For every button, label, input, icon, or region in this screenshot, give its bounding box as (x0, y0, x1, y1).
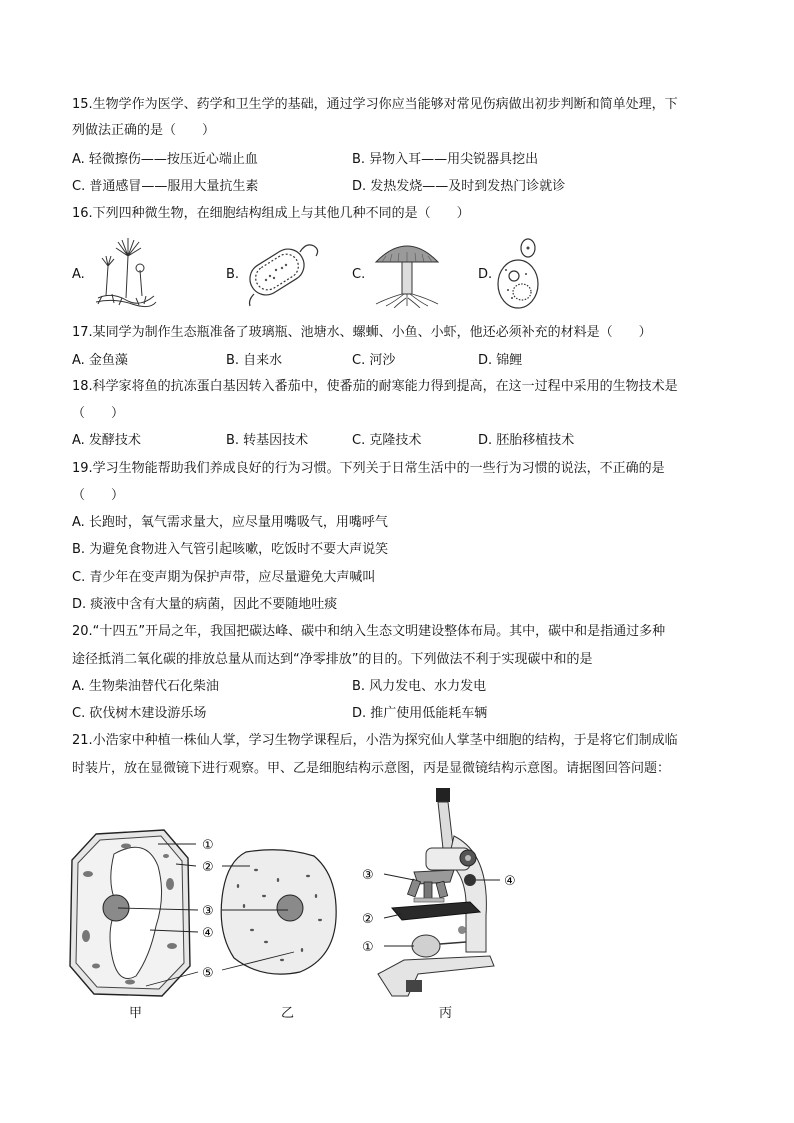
q17-option-a: A. 金鱼藻 (72, 353, 128, 368)
q15-stem-line1: 15.生物学作为医学、药学和卫生学的基础，通过学习你应当能够对常见伤病做出初步判断和简单处理，下 (72, 97, 678, 112)
q18-option-c: C. 克隆技术 (352, 433, 422, 448)
cell-label-3: ③ (202, 904, 214, 919)
q18-option-d: D. 胚胎移植技术 (478, 433, 575, 448)
cell-label-1: ① (202, 838, 214, 853)
q16-option-a: A. (72, 267, 85, 282)
q18-option-a: A. 发酵技术 (72, 433, 141, 448)
q20-option-c: C. 砍伐树木建设游乐场 (72, 706, 207, 721)
q18-stem-line1: 18.科学家将鱼的抗冻蛋白基因转入番茄中，使番茄的耐寒能力得到提高，在这一过程中采用的生物技术是 (72, 379, 678, 394)
q20-option-b: B. 风力发电、水力发电 (352, 679, 487, 694)
q18-stem-line2: （ ） (72, 406, 125, 421)
q20-option-d: D. 推广使用低能耗车辆 (352, 706, 488, 721)
plant-cell-diagram (66, 826, 232, 1008)
mold-illustration (92, 236, 158, 308)
q20-stem-line1: 20.“十四五”开局之年，我国把碳达峰、碳中和纳入生态文明建设整体布局。其中，碳中和是指通过多种 (72, 624, 666, 639)
cell-label-5: ⑤ (202, 966, 214, 981)
q17-option-b: B. 自来水 (226, 353, 283, 368)
scope-label-4: ④ (504, 874, 516, 889)
cell-label-2: ② (202, 860, 214, 875)
q20-stem-line2: 途径抵消二氧化碳的排放总量从而达到“净零排放”的目的。下列做法不利于实现碳中和的是 (72, 652, 593, 667)
q15-option-b: B. 异物入耳——用尖锐器具挖出 (352, 152, 539, 167)
q16-option-c: C. (352, 267, 366, 282)
scope-label-1: ① (362, 940, 374, 955)
q17-option-d: D. 锦鲤 (478, 353, 523, 368)
scope-label-3: ③ (362, 868, 374, 883)
q19-option-d: D. 痰液中含有大量的病菌，因此不要随地吐痰 (72, 597, 338, 612)
q15-option-d: D. 发热发烧——及时到发热门诊就诊 (352, 179, 566, 194)
bacterium-illustration (240, 238, 322, 308)
q15-stem-line2: 列做法正确的是（ ） (72, 123, 216, 138)
mushroom-illustration (370, 236, 444, 308)
q16-option-d: D. (478, 267, 493, 282)
q19-stem-line1: 19.学习生物能帮助我们养成良好的行为习惯。下列关于日常生活中的一些行为习惯的说法，不正确的是 (72, 461, 665, 476)
q21-stem-line2: 时装片，放在显微镜下进行观察。甲、乙是细胞结构示意图，丙是显微镜结构示意图。请据图回答问题： (72, 761, 671, 776)
caption-yi: 乙 (281, 1006, 295, 1021)
yeast-illustration (494, 234, 550, 312)
q21-stem-line1: 21.小浩家中种植一株仙人掌，学习生物学课程后，小浩为探究仙人掌茎中细胞的结构，于是将它们制成临 (72, 733, 678, 748)
scope-label-2: ② (362, 912, 374, 927)
q16-option-b: B. (226, 267, 240, 282)
caption-bing: 丙 (439, 1006, 453, 1021)
q19-option-a: A. 长跑时，氧气需求量大，应尽量用嘴吸气，用嘴呼气 (72, 515, 388, 530)
q15-option-a: A. 轻微擦伤——按压近心端止血 (72, 152, 258, 167)
q15-option-c: C. 普通感冒——服用大量抗生素 (72, 179, 259, 194)
q18-option-b: B. 转基因技术 (226, 433, 309, 448)
q20-option-a: A. 生物柴油替代石化柴油 (72, 679, 219, 694)
q19-stem-line2: （ ） (72, 488, 125, 503)
q17-stem: 17.某同学为制作生态瓶准备了玻璃瓶、池塘水、螺蛳、小鱼、小虾，他还必须补充的材料是（ ） (72, 325, 652, 340)
q17-option-c: C. 河沙 (352, 353, 396, 368)
q19-option-b: B. 为避免食物进入气管引起咳嗽，吃饭时不要大声说笑 (72, 542, 389, 557)
microscope-diagram (358, 784, 520, 1006)
caption-jia: 甲 (129, 1006, 143, 1021)
q19-option-c: C. 青少年在变声期为保护声带，应尽量避免大声喊叫 (72, 570, 376, 585)
q16-stem: 16.下列四种微生物，在细胞结构组成上与其他几种不同的是（ ） (72, 206, 470, 221)
animal-cell-diagram (216, 846, 346, 978)
cell-label-4: ④ (202, 926, 214, 941)
